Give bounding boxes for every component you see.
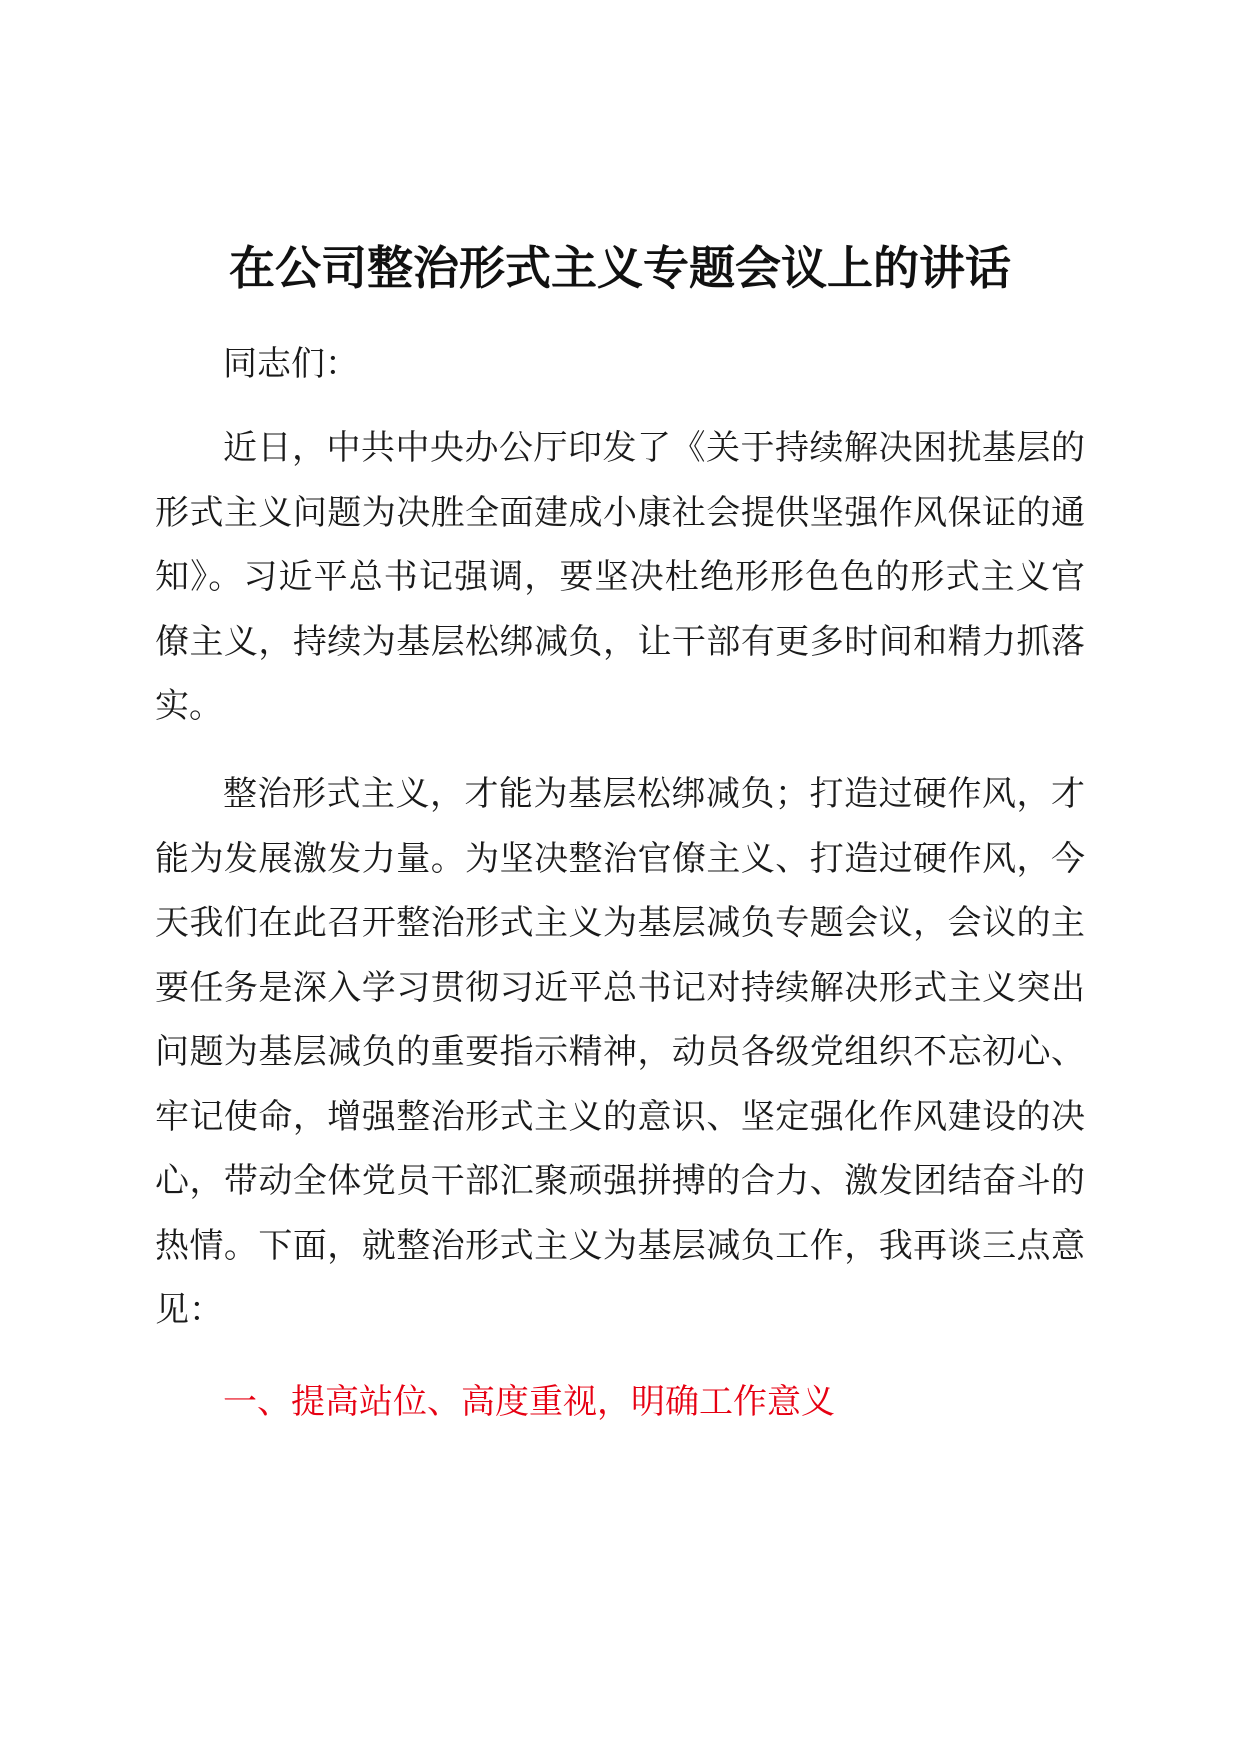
paragraph-2: 整治形式主义，才能为基层松绑减负；打造过硬作风，才能为发展激发力量。为坚决整治官僚主义、打造过硬作风，今天我们在此召开整治形式主义为基层减负专题会议，会议的主要任务是深入学习贯彻习近平总书记对持续解决形式主义突出问题为基层减负的重要指示精神，动员各级党组织不忘初心、牢记使命，增强整治形式主义的意识、坚定强化作风建设的决心，带动全体党员干部汇聚顽强拼搏的合力、激发团结奋斗的热情。下面，就整治形式主义为基层减负工作，我再谈三点意见： (155, 774, 1085, 1330)
paragraph-1: 近日，中共中央办公厅印发了《关于持续解决困扰基层的形式主义问题为决胜全面建成小康社会提供坚强作风保证的通知》。习近平总书记强调，要坚决杜绝形形色色的形式主义官僚主义，持续为基层松绑减负，让干部有更多时间和精力抓落实。 (155, 428, 1085, 726)
document-title: 在公司整治形式主义专题会议上的讲话 (229, 241, 1011, 295)
section-heading-1: 一、提高站位、高度重视，明确工作意义 (223, 1382, 835, 1422)
salutation: 同志们： (223, 344, 359, 384)
